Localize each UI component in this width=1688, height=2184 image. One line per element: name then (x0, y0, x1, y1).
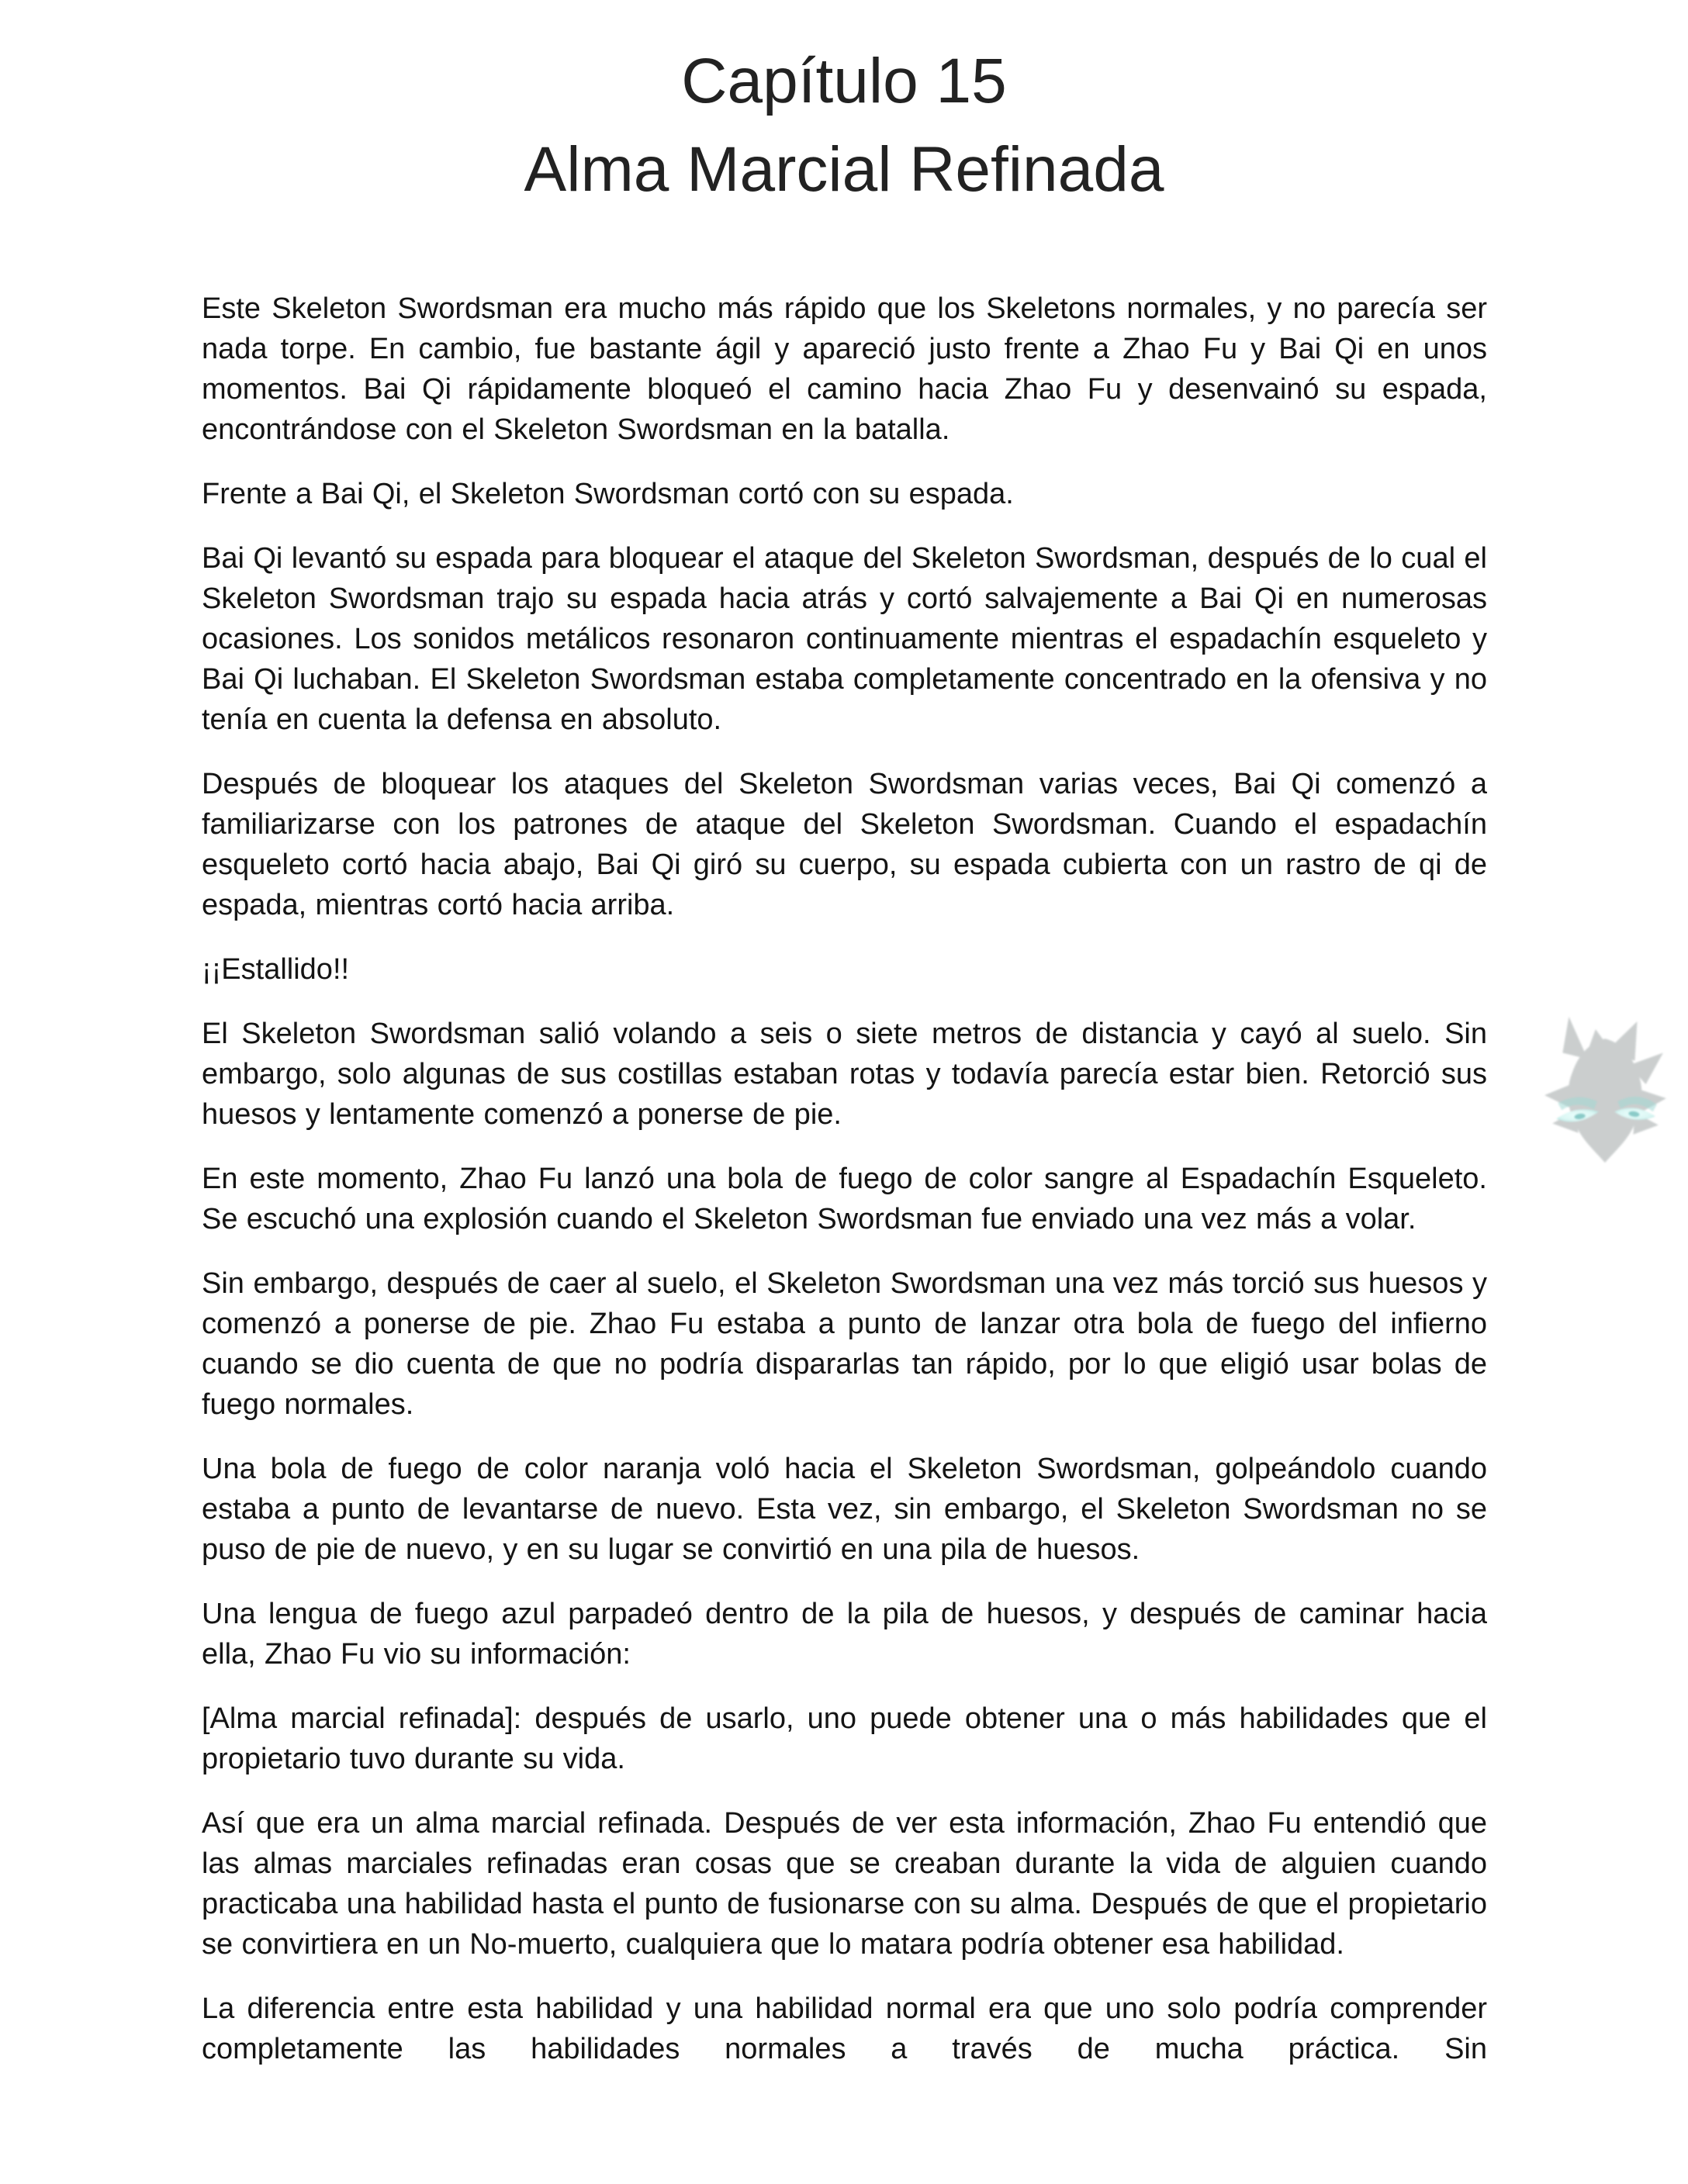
paragraph: En este momento, Zhao Fu lanzó una bola de fuego de color sangre al Espadachín Esqueleto. Se escuchó una explosión cuando el Skeleton Swordsman fue enviado una vez más a volar. (202, 1163, 1487, 1235)
chapter-name: Alma Marcial Refinada (524, 134, 1164, 205)
paragraph: Una lengua de fuego azul parpadeó dentro de la pila de huesos, y después de caminar hacia ella, Zhao Fu vio su información: (202, 1598, 1487, 1671)
paragraph: El Skeleton Swordsman salió volando a seis o siete metros de distancia y cayó al suelo. Sin embargo, solo algunas de sus costillas estaban rotas y todavía parecía estar bien. Retorció sus huesos y lentamente comenzó a ponerse de pie. (202, 1018, 1487, 1131)
paragraph: Así que era un alma marcial refinada. Después de ver esta información, Zhao Fu entendió que las almas marciales refinadas eran cosas que se creaban durante la vida de alguien cuando practicaba una habilidad hasta el punto de fusionarse con su alma. Después de que el propietario se convirtiera en un No-muerto, cualquiera que lo matara podría obtener esa habilidad. (202, 1807, 1487, 1961)
paragraph: Bai Qi levantó su espada para bloquear el ataque del Skeleton Swordsman, después de lo cual el Skeleton Swordsman trajo su espada hacia atrás y cortó salvajemente a Bai Qi en numerosas ocasiones. Los sonidos metálicos resonaron continuamente mientras el espadachín esqueleto y Bai Qi luchaban. El Skeleton Swordsman estaba completamente concentrado en la ofensiva y no tenía en cuenta la defensa en absoluto. (202, 542, 1487, 736)
paragraph: [Alma marcial refinada]: después de usarlo, uno puede obtener una o más habilidades que el propietario tuvo durante su vida. (202, 1702, 1487, 1775)
paragraph: Después de bloquear los ataques del Skeleton Swordsman varias veces, Bai Qi comenzó a familiarizarse con los patrones de ataque del Skeleton Swordsman. Cuando el espadachín esqueleto cortó hacia abajo, Bai Qi giró su cuerpo, su espada cubierta con un rastro de qi de espada, mientras cortó hacia arriba. (202, 768, 1487, 921)
paragraph: Este Skeleton Swordsman era mucho más rápido que los Skeletons normales, y no parecía ser nada torpe. En cambio, fue bastante ágil y apareció justo frente a Zhao Fu y Bai Qi en unos momentos. Bai Qi rápidamente bloqueó el camino hacia Zhao Fu y desenvainó su espada, encontrándose con el Skeleton Swordsman en la batalla. (202, 292, 1487, 446)
chapter-body (0, 289, 1688, 2069)
paragraph: Sin embargo, después de caer al suelo, el Skeleton Swordsman una vez más torció sus huesos y comenzó a ponerse de pie. Zhao Fu estaba a punto de lanzar otra bola de fuego del infierno cuando se dio cuenta de que no podría dispararlas tan rápido, por lo que eligió usar bolas de fuego normales. (202, 1267, 1487, 1421)
chapter-number: Capítulo 15 (681, 46, 1007, 116)
paragraph: Frente a Bai Qi, el Skeleton Swordsman cortó con su espada. (202, 478, 1014, 510)
paragraph: ¡¡Estallido!! (202, 953, 350, 986)
paragraph: La diferencia entre esta habilidad y una habilidad normal era que uno solo podría comprender completamente las habilidades normales a través de mucha práctica. Sin (202, 1992, 1487, 2065)
chapter-title (0, 0, 1688, 214)
paragraph: Una bola de fuego de color naranja voló hacia el Skeleton Swordsman, golpeándolo cuando estaba a punto de levantarse de nuevo. Esta vez, sin embargo, el Skeleton Swordsman no se puso de pie de nuevo, y en su lugar se convirtió en una pila de huesos. (202, 1453, 1487, 1566)
